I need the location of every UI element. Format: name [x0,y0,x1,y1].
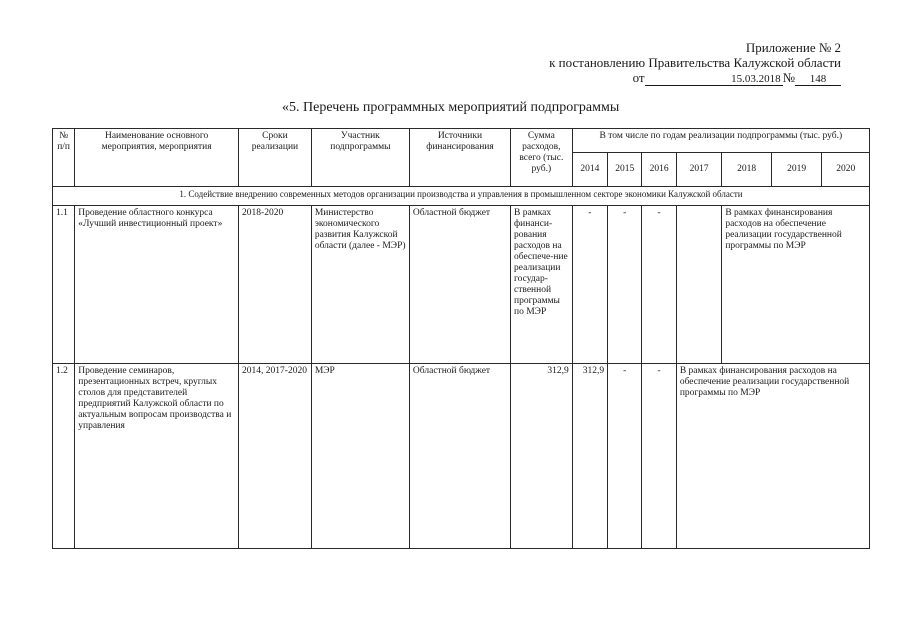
row-sum: 312,9 [511,364,573,549]
col-header-sum: Сумма расходов, всего (тыс. руб.) [511,129,573,187]
date-number-line [549,70,841,86]
appendix-label: Приложение № 2 [745,40,841,55]
date-prefix: от [632,70,645,85]
year-header: 2018 [722,153,772,187]
row-2017 [676,206,722,364]
row-2014: 312,9 [572,364,607,549]
program-measures-table [52,128,870,549]
year-header: 2014 [572,153,607,187]
row-participant: МЭР [311,364,409,549]
section-title: 1. Содействие внедрению современных методов организации производства и управления в промышленном секторе экономики Калужской области [53,187,870,206]
table-row [53,206,870,364]
row-sum: В рамках финанси-рования расходов на обеспече-ние реализации государ-ственной программы по МЭР [511,206,573,364]
section-row [53,187,870,206]
row-name: Проведение семинаров, презентационных встреч, круглых столов для представителей предприятий Калужской области по актуальным вопросам производства и управления [75,364,239,549]
year-header: 2016 [642,153,676,187]
col-header-terms: Сроки реализации [239,129,312,187]
row-2015: - [608,206,642,364]
col-header-name: Наименование основного мероприятия, мероприятия [75,129,239,187]
date-value: 15.03.2018 [645,73,783,86]
page-title: «5. Перечень программных мероприятий подпрограммы [282,100,620,115]
row-2016: - [642,206,676,364]
col-header-years-group: В том числе по годам реализации подпрограммы (тыс. руб.) [572,129,869,153]
row-merged-funding: В рамках финансирования расходов на обеспечение реализации государственной программы по МЭР [676,364,869,549]
col-header-num: № п/п [53,129,75,187]
col-header-sources: Источники финансирования [409,129,510,187]
row-merged-funding: В рамках финансирования расходов на обеспечение реализации государственной программы по МЭР [722,206,870,364]
row-terms: 2018-2020 [239,206,312,364]
document-header [549,40,841,86]
row-participant: Министерство экономического развития Калужской области (далее - МЭР) [311,206,409,364]
year-header: 2017 [676,153,722,187]
number-prefix: № [782,70,795,85]
resolution-label: к постановлению Правительства Калужской области [549,55,841,70]
row-2015: - [608,364,642,549]
year-header: 2020 [822,153,870,187]
row-2016: - [642,364,676,549]
number-value: 148 [795,73,841,86]
year-header: 2019 [771,153,822,187]
table-row [53,364,870,549]
row-source: Областной бюджет [409,364,510,549]
col-header-participant: Участник подпрограммы [311,129,409,187]
row-source: Областной бюджет [409,206,510,364]
row-num: 1.1 [53,206,75,364]
row-name: Проведение областного конкурса «Лучший инвестиционный проект» [75,206,239,364]
table-header-row [53,129,870,153]
row-num: 1.2 [53,364,75,549]
year-header: 2015 [608,153,642,187]
row-terms: 2014, 2017-2020 [239,364,312,549]
row-2014: - [572,206,607,364]
